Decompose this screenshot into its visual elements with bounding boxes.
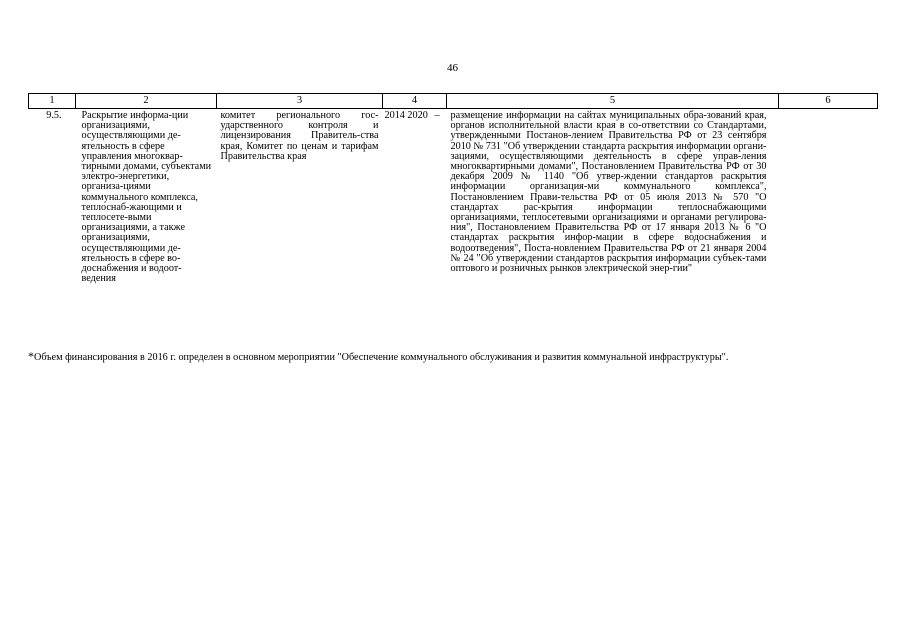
column-header-3: 3 — [217, 94, 383, 109]
measure-name: Раскрытие информа-ции организациями, осуществляющими де-ятельность в сфере управления многоквар-тирными домами, субъектами электро-энергетики, организа-циями коммунального комплекса, теплоснаб-жающими и теплосете-выми организациями, а также организациями, осуществляющими де-ятельность в сфере во-доснабжения и водоот-ведения — [81, 110, 212, 285]
column-6-cell — [779, 109, 878, 285]
expected-result-text: размещение информации на сайтах муниципальных обра-зований края, органов исполнительной власти края в со-ответствии со Стандартами, утвержденными Постанов-лением Правительства РФ от 23 сентября 2010 № 731 "Об утверждении стандарта раскрытия информации органи-зациями, осуществляющими деятельность в сфере управ-ления многоквартирными домами", Постановлением Правительства РФ от 30 декабря 2009 № 1140 "Об утвер-ждении стандартов раскрытия информации организация-ми коммунального комплекса", Постановлением Прави-тельства РФ от 05 июля 2013 № 570 "О стандартах рас-крытия информации теплоснабжающими организациями, теплосетевыми организациями и органами регулирова-ния", Постановлением Правительства РФ от 17 января 2013 № 6 "О стандартах раскрытия инфор-мации в сфере водоснабжения и водоотведения", Поста-новлением Правительства РФ от 21 января 2004 № 24 "Об утверждении стандартов раскрытия информации субъек-тами оптового и розничных рынков электрической энер-гии" — [450, 110, 767, 275]
column-header-4: 4 — [383, 94, 447, 109]
column-header-6: 6 — [779, 94, 878, 109]
footnote-mark: * — [28, 349, 34, 363]
column-header-2: 2 — [76, 94, 217, 109]
table-row — [29, 109, 878, 285]
expected-result — [434, 109, 779, 285]
responsible-executor: комитет регионального гос-ударственного контроля и лицензирования Правитель-ства края, Комитет по ценам и тарифам Правительства края — [220, 110, 379, 162]
footnote — [28, 349, 728, 364]
program-table — [28, 93, 878, 284]
footnote-text: Объем финансирования в 2016 г. определен в основном мероприятии "Обеспечение коммунального обслуживания и развития коммунальной инфраструктуры". — [34, 352, 729, 363]
column-header-1: 1 — [29, 94, 76, 109]
column-header-5: 5 — [447, 94, 779, 109]
page-number: 46 — [447, 62, 458, 74]
row-number: 9.5. — [46, 110, 62, 121]
dash-mark: – — [434, 110, 440, 121]
implementation-years: 2014 2020 — [384, 110, 428, 121]
table-header-row — [29, 94, 878, 109]
